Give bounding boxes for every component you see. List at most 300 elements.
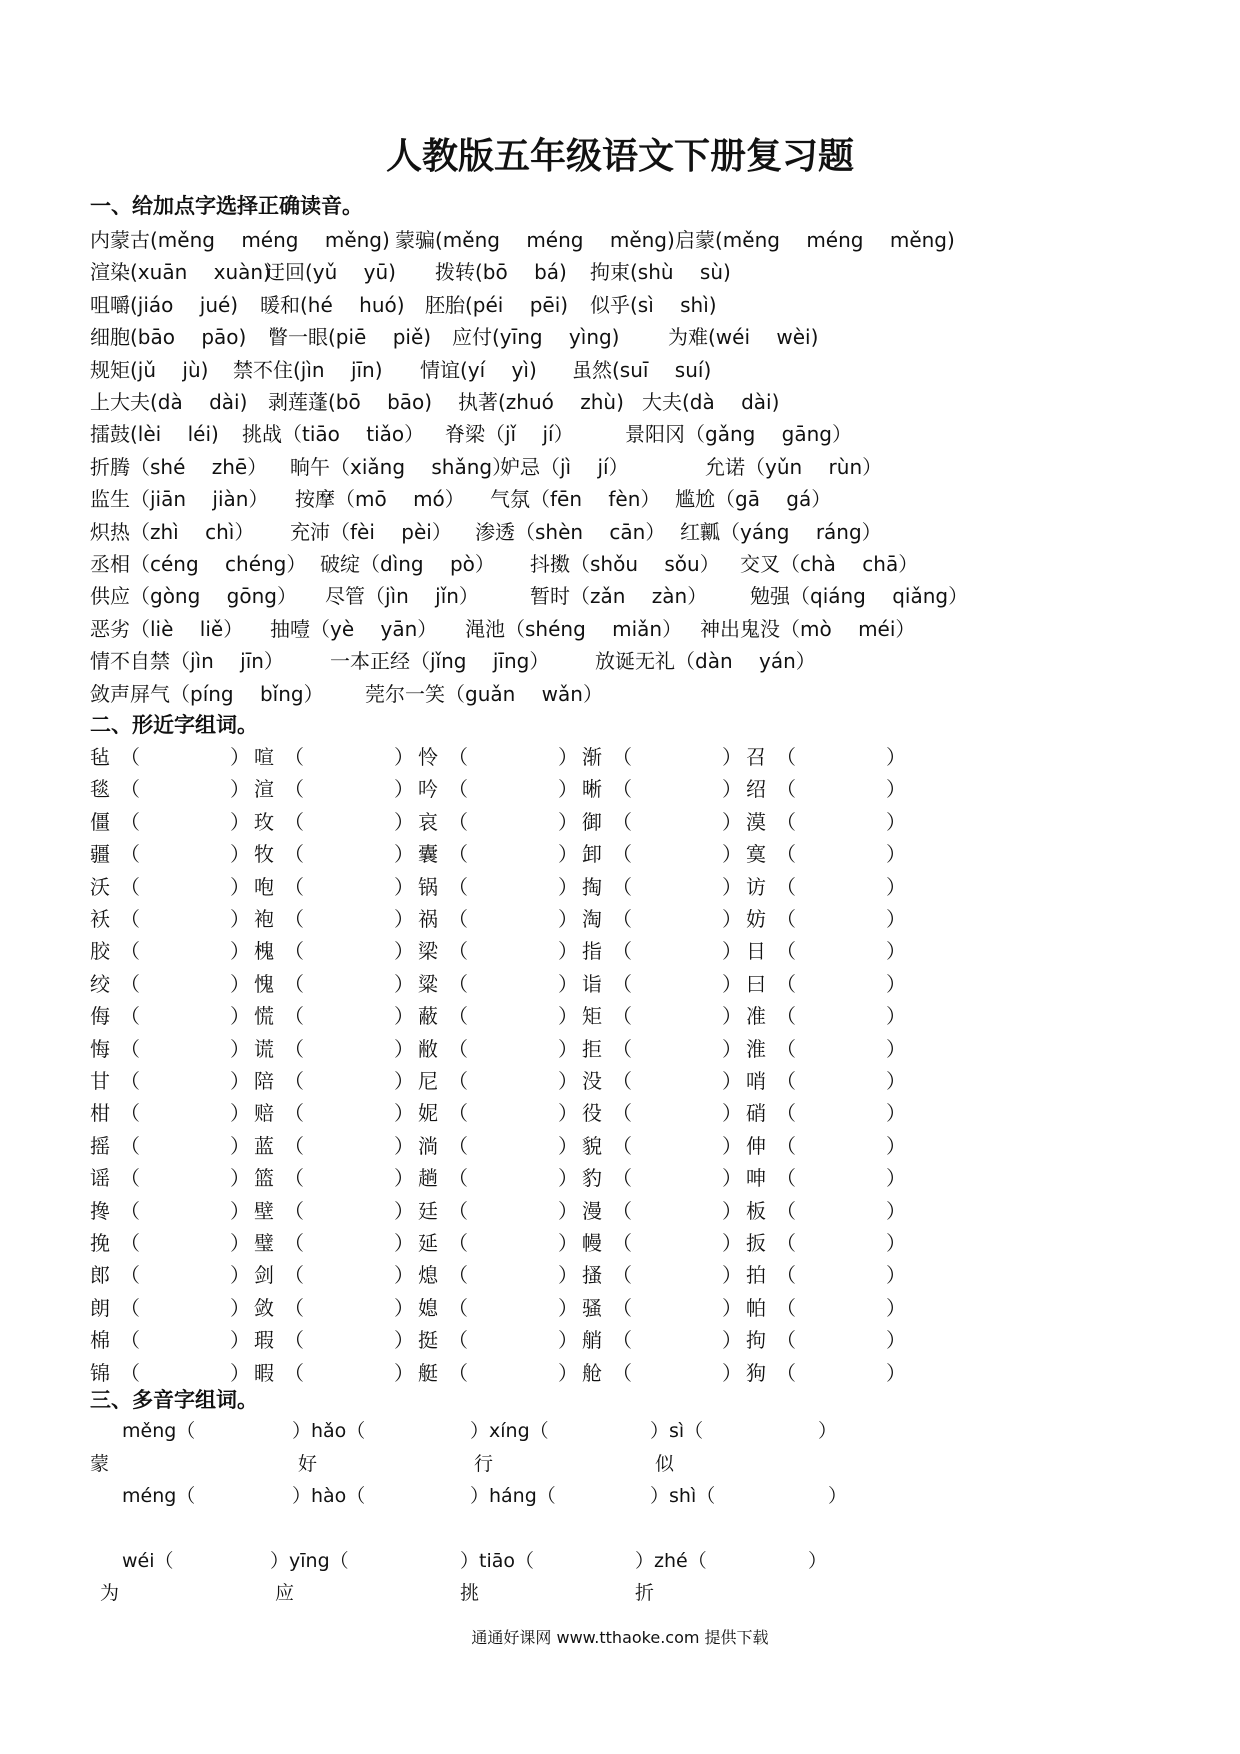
char-cell: 怜: [418, 745, 438, 769]
char-cell: 柑: [90, 1101, 110, 1126]
char-cell: 暇: [254, 1360, 274, 1385]
char-cell: 囊: [418, 842, 438, 867]
pinyin-item: 咀嚼(jiáo jué): [90, 292, 239, 317]
blank-paren: ）: [394, 1295, 414, 1320]
blank-paren: ）: [230, 777, 250, 802]
pinyin-item: 为难(wéi wèi): [668, 325, 819, 350]
blank-paren: （: [448, 1263, 468, 1288]
char-cell: 朗: [90, 1295, 110, 1320]
blank-paren: （: [120, 874, 140, 899]
polyphone-row: [90, 1578, 1090, 1608]
pinyin-item: 挑战（tiāo tiǎo）: [242, 422, 425, 447]
pinyin-item: 炽热（zhì chì）: [90, 519, 255, 544]
char-cell: 御: [582, 809, 602, 834]
blank-paren: （: [120, 1004, 140, 1029]
char-cell: 呻: [746, 1166, 766, 1191]
char-grid-row: [90, 1292, 1090, 1322]
char-cell: 硝: [746, 1101, 766, 1126]
blank-paren: ）: [394, 1133, 414, 1158]
blank-paren: （: [448, 809, 468, 834]
polyphone-item: 为: [100, 1582, 120, 1604]
blank-paren: ）: [230, 1231, 250, 1255]
char-cell: 役: [582, 1101, 602, 1126]
pinyin-row: [90, 289, 1090, 319]
char-grid-row: [90, 1162, 1090, 1192]
blank-paren: （: [776, 939, 796, 964]
blank-paren: ）: [886, 1198, 906, 1223]
pinyin-item: 拨转(bō bá): [435, 260, 567, 285]
char-cell: 疆: [90, 842, 110, 867]
polyphone-row: [90, 1546, 1090, 1576]
blank-paren: （: [612, 1295, 632, 1320]
polyphone-item: ）zhé（: [635, 1550, 707, 1572]
char-cell: 棉: [90, 1328, 110, 1353]
blank-paren: ）: [722, 809, 742, 834]
char-cell: 甘: [90, 1069, 110, 1093]
char-cell: 艄: [582, 1328, 602, 1353]
blank-paren: ）: [886, 1004, 906, 1029]
char-cell: 淮: [746, 1036, 766, 1061]
blank-paren: ）: [230, 1198, 250, 1223]
blank-paren: （: [120, 1263, 140, 1288]
blank-paren: ）: [558, 907, 578, 931]
pinyin-item: 交叉（chà chā）: [740, 552, 919, 576]
blank-paren: ）: [394, 1198, 414, 1223]
section-1-heading: 一、给加点字选择正确读音。: [90, 194, 363, 218]
blank-paren: ）: [230, 1328, 250, 1353]
blank-paren: ）: [558, 1133, 578, 1158]
pinyin-row: [90, 418, 1090, 448]
char-cell: 廷: [418, 1198, 438, 1223]
char-grid-row: [90, 968, 1090, 998]
blank-paren: （: [776, 1069, 796, 1093]
char-cell: 帕: [746, 1295, 766, 1320]
char-cell: 毯: [90, 777, 110, 802]
char-cell: 舱: [582, 1360, 602, 1385]
blank-paren: ）: [722, 1198, 742, 1223]
blank-paren: （: [284, 842, 304, 867]
blank-paren: （: [448, 1004, 468, 1029]
blank-paren: ）: [394, 1166, 414, 1191]
pinyin-item: 迂回(yǔ yū): [265, 260, 396, 285]
blank-paren: （: [448, 1166, 468, 1191]
blank-paren: （: [448, 745, 468, 769]
pinyin-item: 脊梁（jǐ jí）: [445, 422, 574, 447]
char-cell: 僵: [90, 809, 110, 834]
blank-paren: （: [284, 1036, 304, 1061]
blank-paren: （: [776, 1166, 796, 1191]
polyphone-item: ）xíng（: [470, 1420, 549, 1442]
pinyin-item: 擂鼓(lèi léi): [90, 422, 219, 447]
blank-paren: （: [612, 809, 632, 834]
char-cell: 卸: [582, 842, 602, 867]
pinyin-item: 拘束(shù sù): [590, 260, 731, 285]
char-cell: 胶: [90, 939, 110, 964]
char-cell: 玫: [254, 809, 274, 834]
char-cell: 豹: [582, 1166, 602, 1191]
blank-paren: （: [284, 939, 304, 964]
blank-paren: ）: [722, 1133, 742, 1158]
pinyin-item: 启蒙(měng méng měng): [675, 228, 955, 252]
char-cell: 曰: [746, 971, 766, 996]
blank-paren: （: [120, 1166, 140, 1191]
blank-paren: ）: [886, 745, 906, 769]
blank-paren: ）: [394, 874, 414, 899]
pinyin-item: 红瓤（yáng ráng）: [680, 519, 882, 544]
char-grid-row: [90, 1227, 1090, 1257]
blank-paren: ）: [230, 1295, 250, 1320]
pinyin-row: [90, 354, 1090, 384]
char-grid-row: [90, 1130, 1090, 1160]
char-cell: 沃: [90, 874, 110, 899]
blank-paren: ）: [886, 1263, 906, 1288]
blank-paren: ）: [558, 745, 578, 769]
pinyin-item: 应付(yīng yìng): [452, 325, 620, 350]
blank-paren: （: [776, 874, 796, 899]
blank-paren: ）: [886, 1101, 906, 1126]
blank-paren: ）: [886, 809, 906, 834]
char-cell: 伸: [746, 1133, 766, 1158]
blank-paren: ）: [394, 1004, 414, 1029]
char-cell: 拘: [746, 1328, 766, 1353]
char-cell: 粱: [418, 971, 438, 996]
blank-paren: ）: [394, 907, 414, 931]
pinyin-item: 神出鬼没（mò méi）: [700, 616, 916, 641]
char-cell: 蓝: [254, 1133, 274, 1158]
blank-paren: ）: [722, 1166, 742, 1191]
blank-paren: （: [284, 1004, 304, 1029]
char-cell: 哨: [746, 1069, 766, 1093]
blank-paren: ）: [230, 971, 250, 996]
blank-paren: （: [776, 971, 796, 996]
char-cell: 慌: [254, 1004, 274, 1029]
pinyin-row: [90, 256, 1090, 286]
char-cell: 陪: [254, 1069, 274, 1093]
blank-paren: （: [120, 1360, 140, 1385]
blank-paren: ）: [722, 1004, 742, 1029]
char-cell: 淘: [582, 907, 602, 931]
pinyin-item: 情不自禁（jìn jīn）: [90, 649, 284, 674]
polyphone-item: ）háng（: [470, 1485, 556, 1507]
char-grid-row: [90, 838, 1090, 868]
char-grid-row: [90, 1033, 1090, 1063]
pinyin-item: 内蒙古(měng méng měng): [90, 228, 390, 252]
blank-paren: ）: [230, 907, 250, 931]
pinyin-item: 暂时（zǎn zàn）: [530, 584, 708, 609]
pinyin-item: 敛声屏气（píng bǐng）: [90, 681, 324, 706]
blank-paren: （: [776, 1198, 796, 1223]
blank-paren: （: [776, 907, 796, 931]
pinyin-item: 折腾（shé zhē）: [90, 454, 268, 479]
blank-paren: ）: [230, 1360, 250, 1385]
blank-paren: ）: [394, 1101, 414, 1126]
blank-paren: （: [612, 1166, 632, 1191]
blank-paren: （: [284, 1069, 304, 1093]
char-cell: 访: [746, 874, 766, 899]
blank-paren: （: [284, 1295, 304, 1320]
char-cell: 拍: [746, 1263, 766, 1288]
char-grid-row: [90, 773, 1090, 803]
pinyin-item: 景阳冈（gǎng gāng）: [625, 422, 853, 447]
char-cell: 幔: [582, 1231, 602, 1255]
pinyin-item: 上大夫(dà dài): [90, 390, 248, 414]
blank-paren: （: [284, 777, 304, 802]
blank-paren: ）: [558, 1101, 578, 1126]
polyphone-item: 折: [635, 1582, 655, 1604]
blank-paren: ）: [886, 1360, 906, 1385]
blank-paren: （: [120, 1295, 140, 1320]
char-cell: 熄: [418, 1263, 438, 1288]
polyphone-item: 似: [655, 1453, 675, 1475]
char-cell: 喧: [254, 745, 274, 769]
blank-paren: （: [284, 1101, 304, 1126]
char-cell: 骚: [582, 1295, 602, 1320]
blank-paren: （: [776, 1101, 796, 1126]
char-cell: 敛: [254, 1295, 274, 1320]
polyphone-row: [90, 1481, 1090, 1511]
pinyin-row: [90, 678, 1090, 708]
pinyin-row: [90, 645, 1090, 675]
char-cell: 赔: [254, 1101, 274, 1126]
char-cell: 搀: [90, 1198, 110, 1223]
char-cell: 扳: [746, 1231, 766, 1255]
blank-paren: ）: [722, 939, 742, 964]
blank-paren: ）: [722, 971, 742, 996]
char-cell: 壁: [254, 1198, 274, 1223]
char-cell: 艇: [418, 1360, 438, 1385]
polyphone-item: 好: [298, 1453, 318, 1475]
blank-paren: ）: [886, 1231, 906, 1255]
char-cell: 妨: [746, 907, 766, 931]
blank-paren: ）: [230, 939, 250, 964]
blank-paren: ）: [722, 777, 742, 802]
blank-paren: ）: [558, 1360, 578, 1385]
blank-paren: （: [612, 1198, 632, 1223]
char-cell: 没: [582, 1069, 602, 1093]
blank-paren: ）: [886, 971, 906, 996]
pinyin-item: 尴尬（gā gá）: [675, 487, 832, 512]
blank-paren: （: [776, 777, 796, 802]
blank-paren: （: [120, 842, 140, 867]
char-grid-row: [90, 1195, 1090, 1225]
blank-paren: （: [448, 907, 468, 931]
blank-paren: ）: [394, 1263, 414, 1288]
blank-paren: （: [612, 971, 632, 996]
pinyin-item: 晌午（xiǎng shǎng）: [290, 454, 513, 479]
blank-paren: ）: [230, 1069, 250, 1093]
blank-paren: ）: [722, 1263, 742, 1288]
char-grid-row: [90, 871, 1090, 901]
pinyin-item: 渲染(xuān xuàn): [90, 260, 271, 285]
blank-paren: ）: [886, 874, 906, 899]
blank-paren: ）: [558, 777, 578, 802]
pinyin-item: 勉强（qiáng qiǎng）: [750, 584, 969, 609]
blank-paren: ）: [394, 939, 414, 964]
char-cell: 哀: [418, 809, 438, 834]
blank-paren: （: [776, 1231, 796, 1255]
blank-paren: ）: [722, 1036, 742, 1061]
pinyin-item: 一本正经（jǐng jīng）: [330, 649, 550, 674]
pinyin-item: 恶劣（liè liě）: [90, 616, 244, 641]
char-grid-row: [90, 1259, 1090, 1289]
char-cell: 漫: [582, 1198, 602, 1223]
pinyin-item: 禁不住(jìn jīn): [233, 357, 383, 382]
char-cell: 梁: [418, 939, 438, 964]
blank-paren: ）: [722, 1069, 742, 1093]
char-cell: 郎: [90, 1263, 110, 1288]
char-cell: 袄: [90, 907, 110, 931]
blank-paren: （: [120, 745, 140, 769]
pinyin-item: 瞥一眼(piē piě): [268, 325, 432, 350]
blank-paren: （: [612, 1328, 632, 1353]
pinyin-item: 执著(zhuó zhù): [458, 390, 624, 414]
blank-paren: ）: [558, 1263, 578, 1288]
blank-paren: ）: [558, 939, 578, 964]
blank-paren: （: [448, 1198, 468, 1223]
char-cell: 敝: [418, 1036, 438, 1061]
blank-paren: （: [120, 1198, 140, 1223]
blank-paren: ）: [230, 874, 250, 899]
char-cell: 绍: [746, 777, 766, 802]
blank-paren: （: [448, 1328, 468, 1353]
section-3-heading: 三、多音字组词。: [90, 1388, 258, 1412]
char-cell: 绞: [90, 971, 110, 996]
char-cell: 延: [418, 1231, 438, 1255]
char-cell: 指: [582, 939, 602, 964]
char-cell: 渲: [254, 777, 274, 802]
char-cell: 剑: [254, 1263, 274, 1288]
char-cell: 掏: [582, 874, 602, 899]
blank-paren: （: [284, 809, 304, 834]
char-cell: 淌: [418, 1133, 438, 1158]
char-cell: 漠: [746, 809, 766, 834]
char-cell: 媳: [418, 1295, 438, 1320]
char-cell: 锅: [418, 874, 438, 899]
blank-paren: ）: [230, 809, 250, 834]
blank-paren: （: [448, 1069, 468, 1093]
blank-paren: （: [120, 777, 140, 802]
blank-paren: （: [776, 745, 796, 769]
char-grid-row: [90, 1000, 1090, 1030]
pinyin-row: [90, 224, 1090, 254]
blank-paren: ）: [886, 939, 906, 964]
pinyin-item: 放诞无礼（dàn yán）: [595, 649, 816, 674]
polyphone-item: 应: [275, 1582, 295, 1604]
footer-credit: 通通好课网 www.tthaoke.com 提供下载: [471, 1628, 769, 1647]
char-cell: 瑕: [254, 1328, 274, 1353]
section-2-heading: 二、形近字组词。: [90, 713, 258, 737]
char-cell: 搔: [582, 1263, 602, 1288]
char-cell: 毡: [90, 745, 110, 769]
blank-paren: （: [284, 874, 304, 899]
blank-paren: ）: [886, 1295, 906, 1320]
char-cell: 诣: [582, 971, 602, 996]
blank-paren: （: [284, 907, 304, 931]
char-grid-row: [90, 1097, 1090, 1127]
pinyin-row: [90, 613, 1090, 643]
blank-paren: ）: [558, 1166, 578, 1191]
char-grid-row: [90, 903, 1090, 933]
blank-paren: （: [776, 1295, 796, 1320]
blank-paren: （: [612, 874, 632, 899]
pinyin-row: [90, 321, 1090, 351]
blank-paren: ）: [722, 842, 742, 867]
blank-paren: ）: [886, 1036, 906, 1061]
pinyin-item: 蒙骗(měng méng měng): [395, 228, 675, 252]
page-title: 人教版五年级语文下册复习题: [385, 135, 854, 177]
blank-paren: （: [284, 1263, 304, 1288]
blank-paren: ）: [886, 777, 906, 802]
blank-paren: （: [120, 907, 140, 931]
blank-paren: ）: [722, 1101, 742, 1126]
blank-paren: （: [284, 1198, 304, 1223]
char-cell: 拒: [582, 1036, 602, 1061]
blank-paren: （: [776, 1263, 796, 1288]
polyphone-item: ）: [818, 1420, 838, 1442]
pinyin-item: 尽管（jìn jǐn）: [325, 584, 479, 609]
char-cell: 矩: [582, 1004, 602, 1029]
pinyin-item: 大夫(dà dài): [642, 390, 780, 414]
blank-paren: （: [284, 1328, 304, 1353]
polyphone-item: méng（: [122, 1485, 196, 1507]
blank-paren: ）: [886, 842, 906, 867]
pinyin-item: 剥莲蓬(bō bāo): [268, 390, 433, 414]
blank-paren: ）: [886, 1328, 906, 1353]
blank-paren: ）: [230, 1004, 250, 1029]
char-grid-row: [90, 1357, 1090, 1387]
blank-paren: （: [120, 1036, 140, 1061]
blank-paren: （: [120, 971, 140, 996]
blank-paren: ）: [394, 745, 414, 769]
blank-paren: ）: [558, 1036, 578, 1061]
char-cell: 吟: [418, 777, 438, 802]
char-cell: 寞: [746, 842, 766, 867]
pinyin-item: 充沛（fèi pèi）: [290, 519, 452, 544]
char-cell: 锦: [90, 1360, 110, 1385]
blank-paren: ）: [558, 1069, 578, 1093]
blank-paren: ）: [558, 1231, 578, 1255]
blank-paren: （: [776, 1004, 796, 1029]
polyphone-item: ）hào（: [292, 1485, 366, 1507]
polyphone-row: [90, 1449, 1090, 1479]
blank-paren: （: [776, 1328, 796, 1353]
blank-paren: （: [120, 1101, 140, 1126]
blank-paren: （: [284, 971, 304, 996]
blank-paren: （: [448, 1231, 468, 1255]
pinyin-item: 莞尔一笑（guǎn wǎn）: [365, 681, 603, 706]
blank-paren: （: [284, 1231, 304, 1255]
blank-paren: （: [120, 1231, 140, 1255]
blank-paren: （: [612, 777, 632, 802]
blank-paren: ）: [722, 745, 742, 769]
pinyin-item: 情谊(yí yì): [420, 357, 537, 382]
blank-paren: ）: [558, 1295, 578, 1320]
char-cell: 晰: [582, 777, 602, 802]
blank-paren: （: [448, 939, 468, 964]
char-cell: 日: [746, 939, 766, 964]
blank-paren: ）: [394, 1036, 414, 1061]
pinyin-item: 抽噎（yè yān）: [270, 616, 438, 641]
blank-paren: （: [120, 1133, 140, 1158]
blank-paren: ）: [230, 842, 250, 867]
char-cell: 挽: [90, 1231, 110, 1255]
blank-paren: （: [612, 939, 632, 964]
blank-paren: （: [776, 1360, 796, 1385]
blank-paren: （: [776, 809, 796, 834]
blank-paren: ）: [394, 971, 414, 996]
blank-paren: ）: [722, 1328, 742, 1353]
blank-paren: （: [612, 745, 632, 769]
